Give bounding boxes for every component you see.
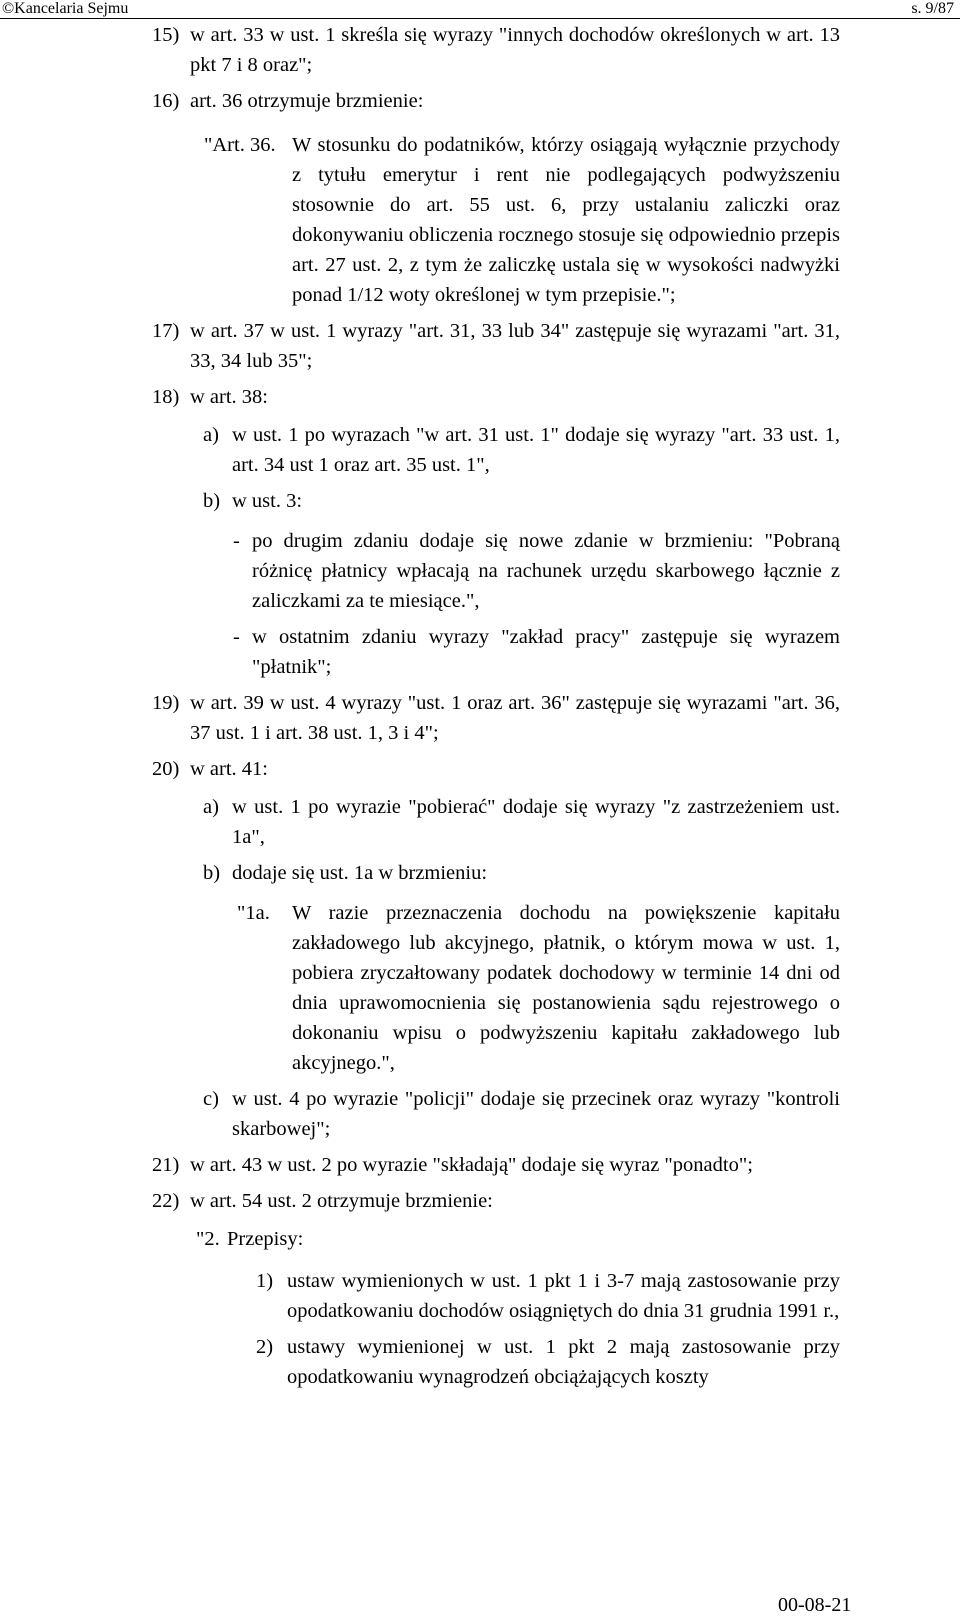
item-18-number: 18): [152, 386, 180, 408]
item-18a: [0, 420, 840, 480]
ust-1a-label: "1a.: [237, 902, 270, 924]
art-36-body: W stosunku do podatników, którzy osiągają wyłącznie przychody z tytułu emerytur i rent nie podlegających podwyższeniu stosownie do art. 55 ust. 6, przy ustalaniu zaliczki oraz dokonywaniu obliczenia rocznego stosuje się odpowiednio przepis art. 27 ust. 2, z tym że zaliczkę ustala się w wysokości nadwyżki ponad 1/12 woty określonej w tym przepisie.";: [292, 134, 840, 306]
item-17-text: w art. 37 w ust. 1 wyrazy "art. 31, 33 lub 34" zastępuje się wyrazami "art. 31, 33, 34 lub 35";: [190, 320, 840, 372]
item-20c-letter: c): [203, 1088, 219, 1110]
document-body: [0, 20, 960, 1392]
ust-2-point-2: [0, 1332, 840, 1392]
item-17-number: 17): [152, 320, 180, 342]
item-20c: [0, 1084, 840, 1144]
item-22: [0, 1186, 840, 1216]
header-source: ©Kancelaria Sejmu: [2, 0, 129, 17]
item-20b-text: dodaje się ust. 1a w brzmieniu:: [232, 862, 488, 884]
item-20c-text: w ust. 4 po wyrazie "policji" dodaje się przecinek oraz wyrazy "kontroli skarbowej";: [232, 1088, 840, 1140]
item-17: [0, 316, 840, 376]
item-18b-text: w ust. 3:: [232, 490, 303, 512]
item-18a-text: w ust. 1 po wyrazach "w art. 31 ust. 1" dodaje się wyrazy "art. 33 ust. 1, art. 34 ust 1 oraz art. 35 ust. 1",: [232, 424, 840, 476]
item-22-text: w art. 54 ust. 2 otrzymuje brzmienie:: [190, 1190, 493, 1212]
ust-2-label: "2.: [196, 1228, 220, 1250]
ust-2-body: Przepisy:: [227, 1228, 304, 1250]
point-1-number: 1): [256, 1270, 274, 1292]
art-36-text: [0, 130, 840, 310]
dash-marker: -: [233, 530, 240, 552]
item-20b: [0, 858, 840, 888]
item-20-text: w art. 41:: [190, 758, 268, 780]
footer-date: 00-08-21: [778, 1594, 852, 1616]
item-16-number: 16): [152, 90, 180, 112]
item-18b: [0, 486, 840, 516]
item-18b-dash-2: [0, 622, 840, 682]
item-15-number: 15): [152, 24, 180, 46]
item-19-number: 19): [152, 692, 180, 714]
ust-2-text: [0, 1224, 840, 1254]
item-18b-dash-1-text: po drugim zdaniu dodaje się nowe zdanie w brzmieniu: "Pobraną różnicę płatnicy wpłacają na rachunek urzędu skarbowego łącznie z zaliczkami za te miesiące.",: [252, 530, 840, 612]
point-1-text: ustaw wymienionych w ust. 1 pkt 1 i 3-7 mają zastosowanie przy opodatkowaniu dochodów osiągniętych do dnia 31 grudnia 1991 r.,: [287, 1270, 840, 1322]
item-18-text: w art. 38:: [190, 386, 268, 408]
item-18b-letter: b): [203, 490, 221, 512]
ust-2-point-1: [0, 1266, 840, 1326]
item-19-text: w art. 39 w ust. 4 wyrazy "ust. 1 oraz art. 36" zastępuje się wyrazami "art. 36, 37 ust. 1 i art. 38 ust. 1, 3 i 4";: [190, 692, 840, 744]
ust-1a-text: [0, 898, 840, 1078]
item-19: [0, 688, 840, 748]
item-20a-text: w ust. 1 po wyrazie "pobierać" dodaje się wyrazy "z zastrzeżeniem ust. 1a",: [232, 796, 840, 848]
item-15-text: w art. 33 w ust. 1 skreśla się wyrazy "innych dochodów określonych w art. 13 pkt 7 i 8 oraz";: [190, 24, 840, 76]
item-16-text: art. 36 otrzymuje brzmienie:: [190, 90, 424, 112]
item-18a-letter: a): [203, 424, 219, 446]
item-18: [0, 382, 840, 412]
item-21-number: 21): [152, 1154, 180, 1176]
page-header: [0, 0, 960, 19]
header-page-number: s. 9/87: [911, 0, 954, 17]
item-22-number: 22): [152, 1190, 180, 1212]
item-15: [0, 20, 840, 80]
point-2-number: 2): [256, 1336, 274, 1358]
item-16: [0, 86, 840, 116]
item-18b-dash-2-text: w ostatnim zdaniu wyrazy "zakład pracy" zastępuje się wyrazem "płatnik";: [252, 626, 840, 678]
ust-1a-body: W razie przeznaczenia dochodu na powiększenie kapitału zakładowego lub akcyjnego, płatnik, o którym mowa w ust. 1, pobiera zryczałtowany podatek dochodowy w terminie 14 dni od dnia uprawomocnienia się postanowienia sądu rejestrowego o dokonaniu wpisu o podwyższeniu kapitału zakładowego lub akcyjnego.",: [292, 902, 840, 1074]
item-20-number: 20): [152, 758, 180, 780]
item-21-text: w art. 43 w ust. 2 po wyrazie "składają" dodaje się wyraz "ponadto";: [190, 1154, 753, 1176]
item-18b-dash-1: [0, 526, 840, 616]
item-20a-letter: a): [203, 796, 219, 818]
item-21: [0, 1150, 840, 1180]
point-2-text: ustawy wymienionej w ust. 1 pkt 2 mają zastosowanie przy opodatkowaniu wynagrodzeń obciążających koszty: [287, 1336, 840, 1388]
item-20b-letter: b): [203, 862, 221, 884]
item-20a: [0, 792, 840, 852]
art-36-label: "Art. 36.: [204, 134, 276, 156]
item-20: [0, 754, 840, 784]
dash-marker: -: [233, 626, 240, 648]
